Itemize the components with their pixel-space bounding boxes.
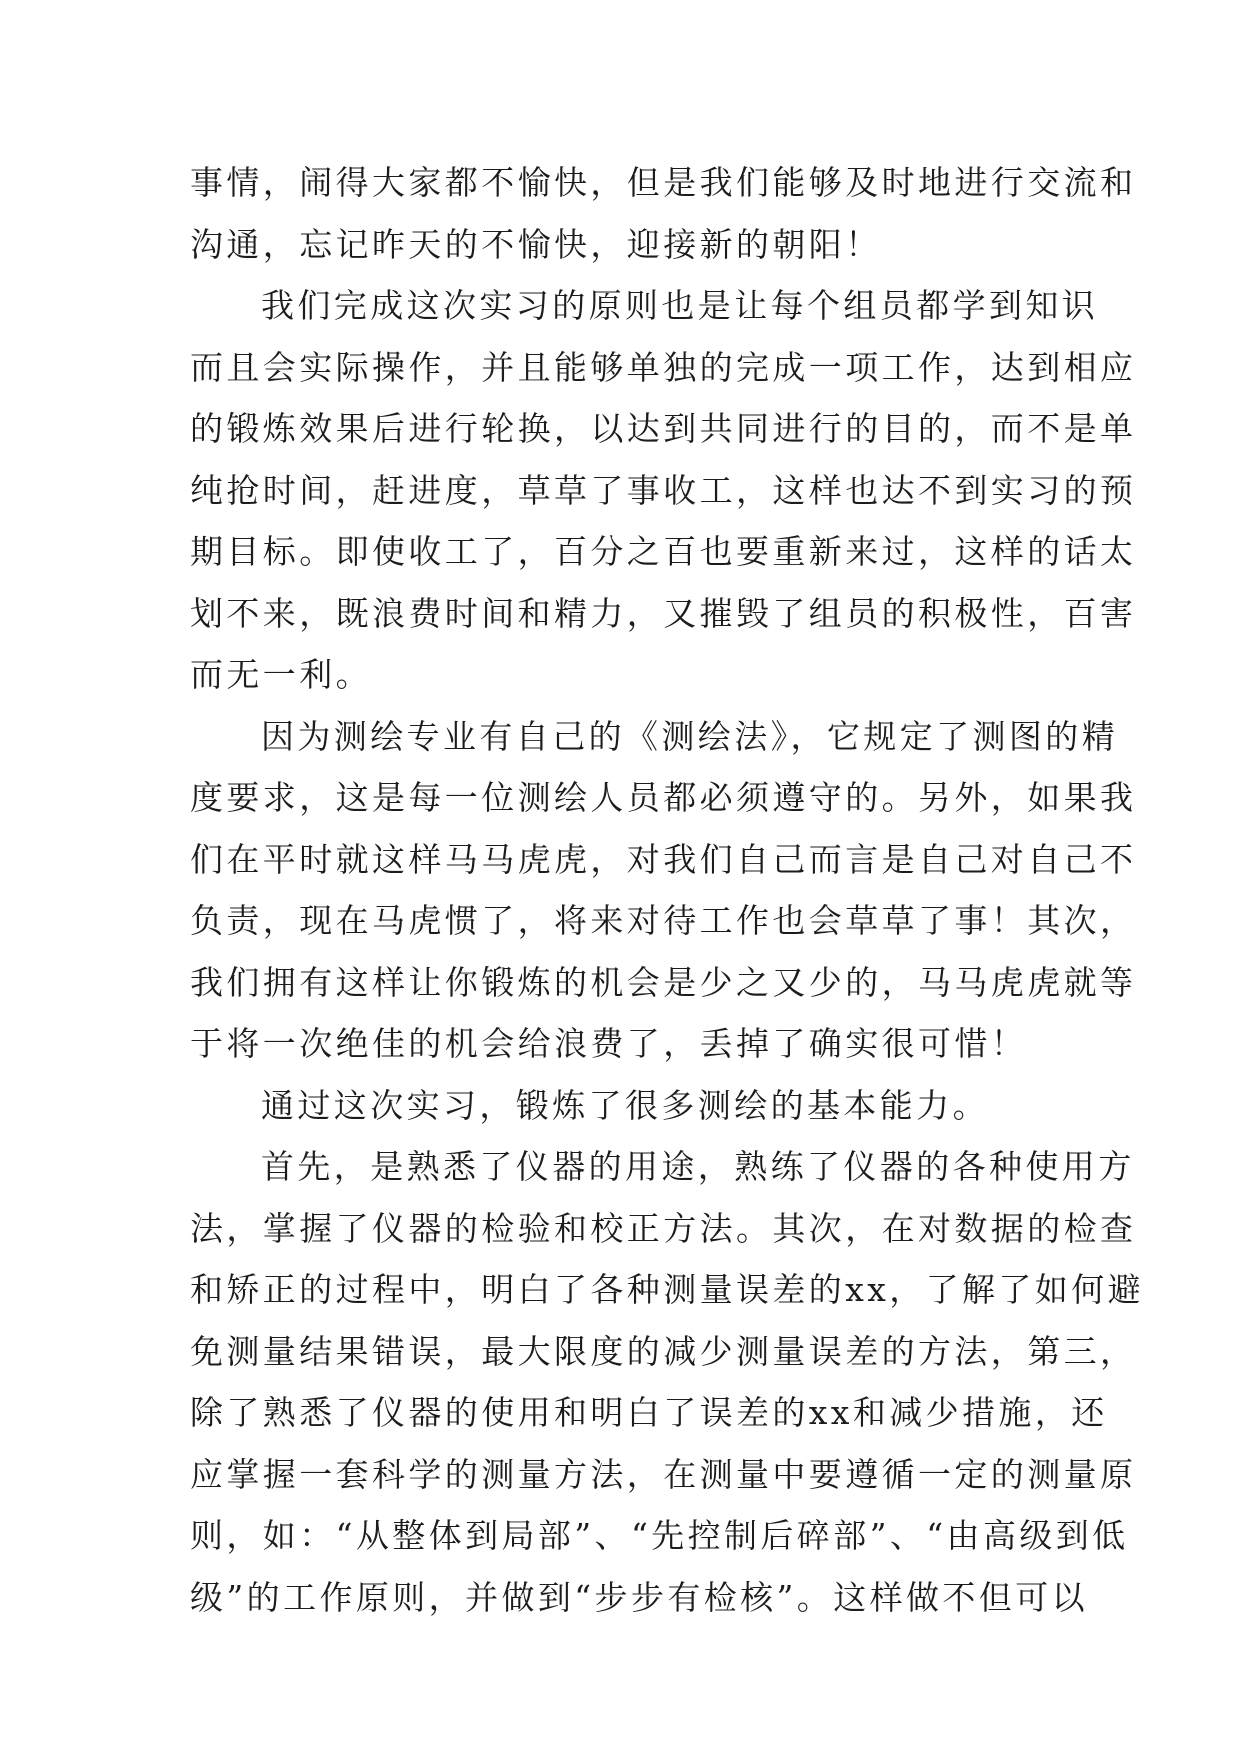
text-line: 应掌握一套科学的测量方法，在测量中要遵循一定的测量原 [190, 1454, 1137, 1494]
text-line: 和矫正的过程中，明白了各种测量误差的xx，了解了如何避 [190, 1270, 1145, 1309]
text-line: 则，如：“从整体到局部”、“先控制后碎部”、“由高级到低 [190, 1516, 1129, 1555]
text-line: 通过这次实习，锻炼了很多测绘的基本能力。 [261, 1085, 989, 1125]
text-line: 于将一次绝佳的机会给浪费了，丢掉了确实很可惜！ [190, 1024, 1028, 1063]
text-line: 除了熟悉了仪器的使用和明白了误差的xx和减少措施，还 [190, 1393, 1108, 1432]
text-line: 而且会实际操作，并且能够单独的完成一项工作，达到相应 [190, 347, 1137, 387]
text-line: 期目标。即使收工了，百分之百也要重新来过，这样的话太 [190, 532, 1137, 571]
text-line: 沟通，忘记昨天的不愉快，迎接新的朝阳！ [190, 224, 882, 264]
document-body [190, 152, 1145, 1628]
text-line: 纯抢时间，赶进度，草草了事收工，这样也达不到实习的预 [190, 470, 1137, 510]
text-line: 我们完成这次实习的原则也是让每个组员都学到知识 [261, 286, 1099, 325]
text-line: 而无一利。 [190, 655, 372, 694]
text-line: 的锻炼效果后进行轮换，以达到共同进行的目的，而不是单 [190, 409, 1137, 448]
text-line: 划不来，既浪费时间和精力，又摧毁了组员的积极性，百害 [190, 593, 1137, 633]
text-line: 级”的工作原则，并做到“步步有检核”。这样做不但可以 [190, 1577, 1089, 1617]
text-line: 法，掌握了仪器的检验和校正方法。其次，在对数据的检查 [190, 1208, 1137, 1248]
text-line: 事情，闹得大家都不愉快，但是我们能够及时地进行交流和 [190, 163, 1137, 202]
text-line: 负责，现在马虎惯了，将来对待工作也会草草了事！其次， [190, 901, 1137, 940]
text-line: 免测量结果错误，最大限度的减少测量误差的方法，第三， [190, 1331, 1137, 1371]
text-line: 们在平时就这样马马虎虎，对我们自己而言是自己对自己不 [190, 839, 1137, 879]
text-line: 因为测绘专业有自己的《测绘法》，它规定了测图的精 [261, 716, 1119, 756]
text-line: 首先，是熟悉了仪器的用途，熟练了仪器的各种使用方 [261, 1147, 1135, 1186]
text-line: 度要求，这是每一位测绘人员都必须遵守的。另外，如果我 [190, 778, 1137, 817]
text-line: 我们拥有这样让你锻炼的机会是少之又少的，马马虎虎就等 [190, 962, 1137, 1002]
